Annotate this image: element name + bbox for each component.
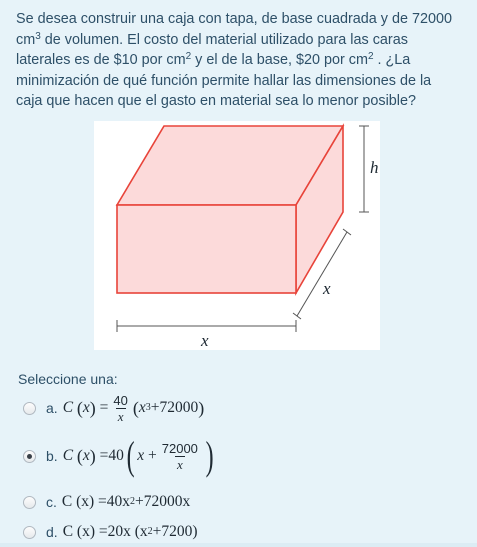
numerator: 72000 — [161, 440, 198, 456]
numerator: 40 — [113, 392, 128, 408]
question-line-1: Se desea construir una caja con tapa, de base cuadrada y de 72000 — [16, 11, 453, 27]
option-letter: a. — [46, 400, 58, 416]
box-figure — [94, 121, 380, 350]
math-term: C — [62, 447, 74, 464]
depth-label: x — [323, 279, 331, 298]
math-term: +7200) — [152, 523, 198, 540]
q-sup: 2 — [185, 51, 192, 63]
radio-option-b[interactable] — [23, 450, 36, 463]
math-term: C — [62, 399, 74, 416]
math-term: x — [82, 399, 90, 416]
q-text: laterales es de $10 por cm — [16, 52, 186, 69]
depth-tick — [293, 313, 301, 319]
answer-option-c[interactable] — [23, 487, 190, 517]
option-letter: c. — [46, 494, 57, 510]
radio-option-a[interactable] — [23, 402, 36, 415]
option-b-formula: C ( x ) =40 ( x + $\frac{72000}{x}$ ) — [62, 433, 214, 478]
fraction — [160, 441, 200, 472]
front-face — [117, 205, 296, 293]
option-a-formula: C ( x ) = $\frac{40}{x}$ ( x 3 +72000 ) — [62, 392, 205, 424]
answer-option-a[interactable] — [23, 393, 204, 423]
math-term: +72000 — [150, 399, 199, 416]
question-text — [16, 9, 466, 112]
math-term: C (x) =20x (x — [62, 523, 148, 540]
math-term: = — [99, 399, 109, 416]
q-unit: cm — [16, 31, 36, 48]
width-label: x — [201, 331, 209, 350]
question-line-2 — [16, 30, 466, 51]
denominator: x — [117, 408, 124, 424]
radio-option-c[interactable] — [23, 496, 36, 509]
option-c-formula: C (x) =40x 2 +72000x — [61, 493, 191, 510]
radio-option-d[interactable] — [23, 526, 36, 539]
math-term: =40 — [99, 447, 124, 464]
height-label: h — [370, 158, 379, 177]
select-one-prompt: Seleccione una: — [18, 371, 118, 387]
fraction — [111, 393, 129, 424]
option-letter: d. — [46, 524, 58, 540]
math-term: C (x) =40x — [61, 493, 131, 510]
q-text: y el de la base, $20 por cm — [191, 52, 368, 69]
denominator: x — [176, 456, 183, 472]
question-line-5: caja que hacen que el gasto en material sea lo menor posible? — [16, 93, 417, 110]
math-term: +72000x — [135, 493, 191, 510]
q-text: de volumen. El costo del material utilizado para las caras — [40, 31, 408, 48]
depth-tick — [343, 229, 351, 235]
option-letter: b. — [46, 448, 58, 464]
q-sup: 2 — [367, 51, 374, 63]
math-term: x — [82, 447, 90, 464]
question-line-3 — [16, 50, 466, 71]
question-line-4: minimización de qué función permite hallar las dimensiones de la — [16, 72, 432, 89]
answer-option-b[interactable] — [23, 433, 216, 478]
box-diagram — [94, 121, 380, 350]
q-text: . ¿La — [373, 52, 411, 69]
q-sup: 3 — [35, 30, 41, 42]
option-d-formula: C (x) =20x (x 2 +7200) — [62, 523, 198, 540]
